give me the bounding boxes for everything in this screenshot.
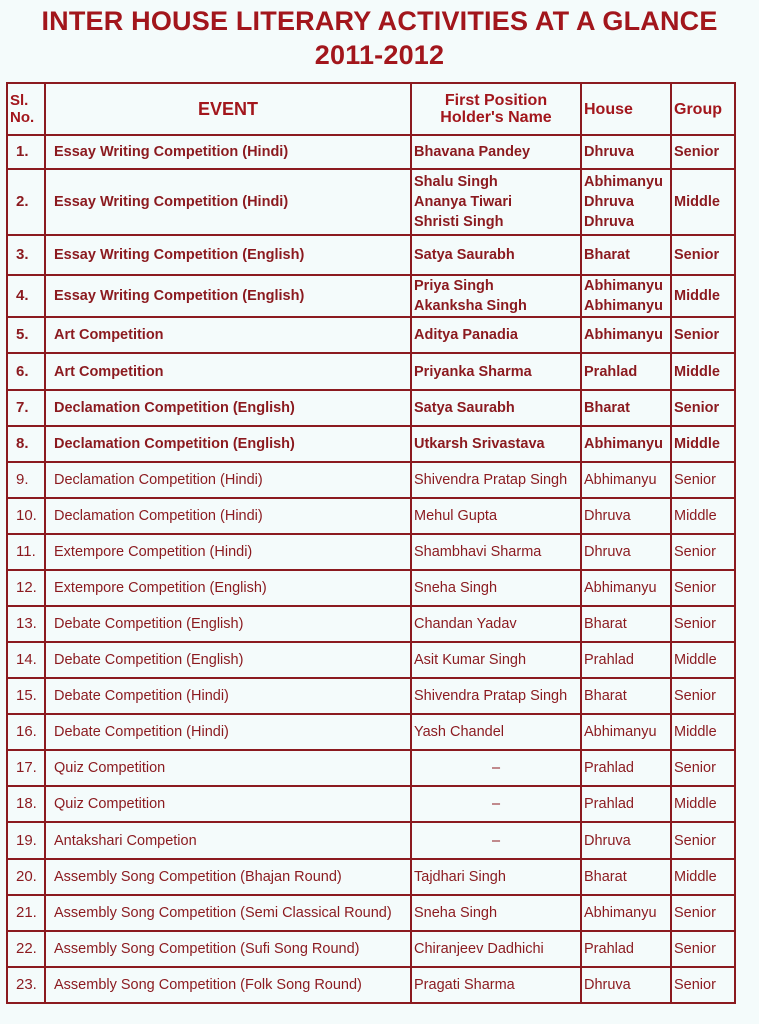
row-event: Quiz Competition xyxy=(45,750,411,786)
row-event: Essay Writing Competition (English) xyxy=(45,235,411,275)
row-first-position-names xyxy=(411,750,581,786)
row-sl-no: 22. xyxy=(7,931,45,967)
row-first-position-names xyxy=(411,390,581,426)
row-event: Extempore Competition (English) xyxy=(45,570,411,606)
row-group: Middle xyxy=(671,714,735,750)
row-event: Debate Competition (Hindi) xyxy=(45,714,411,750)
row-group: Senior xyxy=(671,678,735,714)
row-sl-no: 5. xyxy=(7,317,45,353)
table-row xyxy=(7,135,735,169)
row-sl-no: 10. xyxy=(7,498,45,534)
row-group: Senior xyxy=(671,390,735,426)
table-row xyxy=(7,570,735,606)
page-title xyxy=(0,4,759,72)
house-name: Dhruva xyxy=(584,832,631,849)
row-house xyxy=(581,750,671,786)
title-text: INTER HOUSE LITERARY ACTIVITIES AT A GLANCE xyxy=(41,6,718,36)
row-event: Debate Competition (English) xyxy=(45,642,411,678)
row-sl-no: 13. xyxy=(7,606,45,642)
row-house xyxy=(581,275,671,317)
house-name: Bharat xyxy=(584,247,630,264)
row-event: Declamation Competition (Hindi) xyxy=(45,498,411,534)
row-first-position-names xyxy=(411,606,581,642)
row-house xyxy=(581,135,671,169)
row-first-position-names xyxy=(411,714,581,750)
row-first-position-names xyxy=(411,498,581,534)
row-sl-no: 12. xyxy=(7,570,45,606)
row-sl-no: 9. xyxy=(7,462,45,498)
row-house xyxy=(581,235,671,275)
house-name: Prahlad xyxy=(584,940,634,957)
row-event: Quiz Competition xyxy=(45,786,411,822)
row-house xyxy=(581,822,671,858)
row-first-position-names xyxy=(411,786,581,822)
winner-name: Shristi Singh xyxy=(414,214,504,231)
winner-name: Yash Chandel xyxy=(414,724,505,741)
house-name: Abhimanyu xyxy=(584,724,657,741)
winner-name: Shalu Singh xyxy=(414,174,498,191)
row-house xyxy=(581,895,671,931)
winner-name: Asit Kumar Singh xyxy=(414,652,527,669)
winner-name: Akanksha Singh xyxy=(414,298,527,315)
row-event: Debate Competition (Hindi) xyxy=(45,678,411,714)
house-name: Dhruva xyxy=(584,507,631,524)
row-event: Antakshari Competion xyxy=(45,822,411,858)
table-row xyxy=(7,895,735,931)
winner-name: Shivendra Pratap Singh xyxy=(414,471,568,488)
winner-name: Chandan Yadav xyxy=(414,616,517,633)
table-row xyxy=(7,678,735,714)
winner-name: Satya Saurabh xyxy=(414,399,515,416)
table-row xyxy=(7,462,735,498)
row-first-position-names xyxy=(411,822,581,858)
winner-name: Priya Singh xyxy=(414,278,494,295)
row-house xyxy=(581,169,671,235)
row-sl-no: 18. xyxy=(7,786,45,822)
row-event: Debate Competition (English) xyxy=(45,606,411,642)
winner-name: – xyxy=(491,796,501,813)
table-header-row xyxy=(7,83,735,135)
row-sl-no: 20. xyxy=(7,859,45,895)
row-first-position-names xyxy=(411,967,581,1003)
row-first-position-names xyxy=(411,135,581,169)
table-row xyxy=(7,642,735,678)
row-house xyxy=(581,317,671,353)
house-name: Dhruva xyxy=(584,543,631,560)
table-row xyxy=(7,498,735,534)
row-event: Essay Writing Competition (Hindi) xyxy=(45,169,411,235)
row-house xyxy=(581,462,671,498)
row-sl-no: 7. xyxy=(7,390,45,426)
row-event: Declamation Competition (Hindi) xyxy=(45,462,411,498)
row-event: Essay Writing Competition (Hindi) xyxy=(45,135,411,169)
house-name: Dhruva xyxy=(584,976,631,993)
house-name: Bharat xyxy=(584,688,627,705)
row-sl-no: 11. xyxy=(7,534,45,570)
table-row xyxy=(7,967,735,1003)
row-group: Middle xyxy=(671,169,735,235)
row-house xyxy=(581,606,671,642)
row-first-position-names xyxy=(411,570,581,606)
row-house xyxy=(581,931,671,967)
row-sl-no: 19. xyxy=(7,822,45,858)
winner-name: Ananya Tiwari xyxy=(414,194,513,211)
row-group: Senior xyxy=(671,462,735,498)
house-name: Abhimanyu xyxy=(584,471,657,488)
row-event: Assembly Song Competition (Bhajan Round) xyxy=(45,859,411,895)
winner-name: Satya Saurabh xyxy=(414,247,515,264)
winner-name: Pragati Sharma xyxy=(414,976,515,993)
row-group: Senior xyxy=(671,822,735,858)
row-house xyxy=(581,353,671,389)
row-house xyxy=(581,426,671,462)
row-first-position-names xyxy=(411,931,581,967)
house-name: Prahlad xyxy=(584,363,638,380)
winner-name: Mehul Gupta xyxy=(414,507,498,524)
row-sl-no: 16. xyxy=(7,714,45,750)
header-first-position: First Position Holder's Name xyxy=(411,83,581,135)
row-house xyxy=(581,678,671,714)
table-row xyxy=(7,426,735,462)
winner-name: Shambhavi Sharma xyxy=(414,543,542,560)
row-first-position-names xyxy=(411,534,581,570)
house-name: Abhimanyu xyxy=(584,579,657,596)
house-name: Abhimanyu xyxy=(584,298,663,315)
row-group: Senior xyxy=(671,606,735,642)
row-event: Assembly Song Competition (Folk Song Round) xyxy=(45,967,411,1003)
table-row xyxy=(7,275,735,317)
row-group: Senior xyxy=(671,570,735,606)
winner-name: Priyanka Sharma xyxy=(414,363,532,380)
row-first-position-names xyxy=(411,895,581,931)
row-house xyxy=(581,714,671,750)
winner-name: – xyxy=(491,760,501,777)
winner-name: Shivendra Pratap Singh xyxy=(414,688,568,705)
row-event: Declamation Competition (English) xyxy=(45,390,411,426)
header-event: EVENT xyxy=(45,83,411,135)
house-name: Abhimanyu xyxy=(584,278,663,295)
row-first-position-names xyxy=(411,169,581,235)
row-house xyxy=(581,390,671,426)
row-event: Art Competition xyxy=(45,353,411,389)
row-first-position-names xyxy=(411,462,581,498)
table-row xyxy=(7,859,735,895)
row-event: Declamation Competition (English) xyxy=(45,426,411,462)
title-year: 2011-2012 xyxy=(314,40,445,70)
winner-name: Utkarsh Srivastava xyxy=(414,435,545,452)
results-table xyxy=(6,82,736,1004)
row-event: Assembly Song Competition (Sufi Song Round) xyxy=(45,931,411,967)
row-house xyxy=(581,967,671,1003)
row-event: Essay Writing Competition (English) xyxy=(45,275,411,317)
winner-name: Sneha Singh xyxy=(414,579,498,596)
table-row xyxy=(7,750,735,786)
row-first-position-names xyxy=(411,678,581,714)
header-group: Group xyxy=(671,83,735,135)
winner-name: Sneha Singh xyxy=(414,904,498,921)
winner-name: Tajdhari Singh xyxy=(414,868,506,885)
row-group: Senior xyxy=(671,750,735,786)
row-house xyxy=(581,859,671,895)
row-event: Art Competition xyxy=(45,317,411,353)
row-sl-no: 17. xyxy=(7,750,45,786)
row-first-position-names xyxy=(411,275,581,317)
header-sl-no: Sl. No. xyxy=(7,83,45,135)
house-name: Prahlad xyxy=(584,652,634,669)
row-sl-no: 4. xyxy=(7,275,45,317)
row-sl-no: 14. xyxy=(7,642,45,678)
row-first-position-names xyxy=(411,235,581,275)
row-group: Senior xyxy=(671,895,735,931)
house-name: Dhruva xyxy=(584,144,634,161)
row-sl-no: 21. xyxy=(7,895,45,931)
row-house xyxy=(581,570,671,606)
row-sl-no: 1. xyxy=(7,135,45,169)
row-house xyxy=(581,786,671,822)
row-group: Middle xyxy=(671,426,735,462)
row-sl-no: 15. xyxy=(7,678,45,714)
winner-name: Bhavana Pandey xyxy=(414,144,531,161)
header-house: House xyxy=(581,83,671,135)
table-row xyxy=(7,786,735,822)
house-name: Abhimanyu xyxy=(584,904,657,921)
table-row xyxy=(7,353,735,389)
row-sl-no: 8. xyxy=(7,426,45,462)
table-row xyxy=(7,534,735,570)
row-house xyxy=(581,642,671,678)
table-row xyxy=(7,822,735,858)
row-sl-no: 2. xyxy=(7,169,45,235)
row-event: Assembly Song Competition (Semi Classical Round) xyxy=(45,895,411,931)
house-name: Prahlad xyxy=(584,760,634,777)
house-name: Bharat xyxy=(584,399,630,416)
row-first-position-names xyxy=(411,353,581,389)
winner-name: Chiranjeev Dadhichi xyxy=(414,940,544,957)
table-row xyxy=(7,317,735,353)
row-event: Extempore Competition (Hindi) xyxy=(45,534,411,570)
row-first-position-names xyxy=(411,426,581,462)
table-body xyxy=(7,135,735,1003)
row-group: Senior xyxy=(671,317,735,353)
row-group: Senior xyxy=(671,135,735,169)
row-house xyxy=(581,534,671,570)
row-group: Middle xyxy=(671,859,735,895)
house-name: Abhimanyu xyxy=(584,435,663,452)
row-group: Middle xyxy=(671,275,735,317)
row-group: Senior xyxy=(671,534,735,570)
row-first-position-names xyxy=(411,642,581,678)
house-name: Abhimanyu xyxy=(584,174,663,191)
row-group: Middle xyxy=(671,498,735,534)
table-row xyxy=(7,714,735,750)
row-group: Senior xyxy=(671,967,735,1003)
table-row xyxy=(7,606,735,642)
row-house xyxy=(581,498,671,534)
row-sl-no: 3. xyxy=(7,235,45,275)
row-group: Middle xyxy=(671,642,735,678)
winner-name: – xyxy=(491,832,501,849)
house-name: Bharat xyxy=(584,616,627,633)
house-name: Prahlad xyxy=(584,796,634,813)
table-row xyxy=(7,235,735,275)
row-group: Senior xyxy=(671,235,735,275)
house-name: Dhruva xyxy=(584,194,634,211)
row-group: Middle xyxy=(671,786,735,822)
table-row xyxy=(7,169,735,235)
row-group: Middle xyxy=(671,353,735,389)
row-first-position-names xyxy=(411,317,581,353)
house-name: Dhruva xyxy=(584,214,634,231)
house-name: Abhimanyu xyxy=(584,327,663,344)
row-first-position-names xyxy=(411,859,581,895)
row-group: Senior xyxy=(671,931,735,967)
row-sl-no: 23. xyxy=(7,967,45,1003)
table-row xyxy=(7,931,735,967)
row-sl-no: 6. xyxy=(7,353,45,389)
winner-name: Aditya Panadia xyxy=(414,327,518,344)
table-row xyxy=(7,390,735,426)
house-name: Bharat xyxy=(584,868,627,885)
